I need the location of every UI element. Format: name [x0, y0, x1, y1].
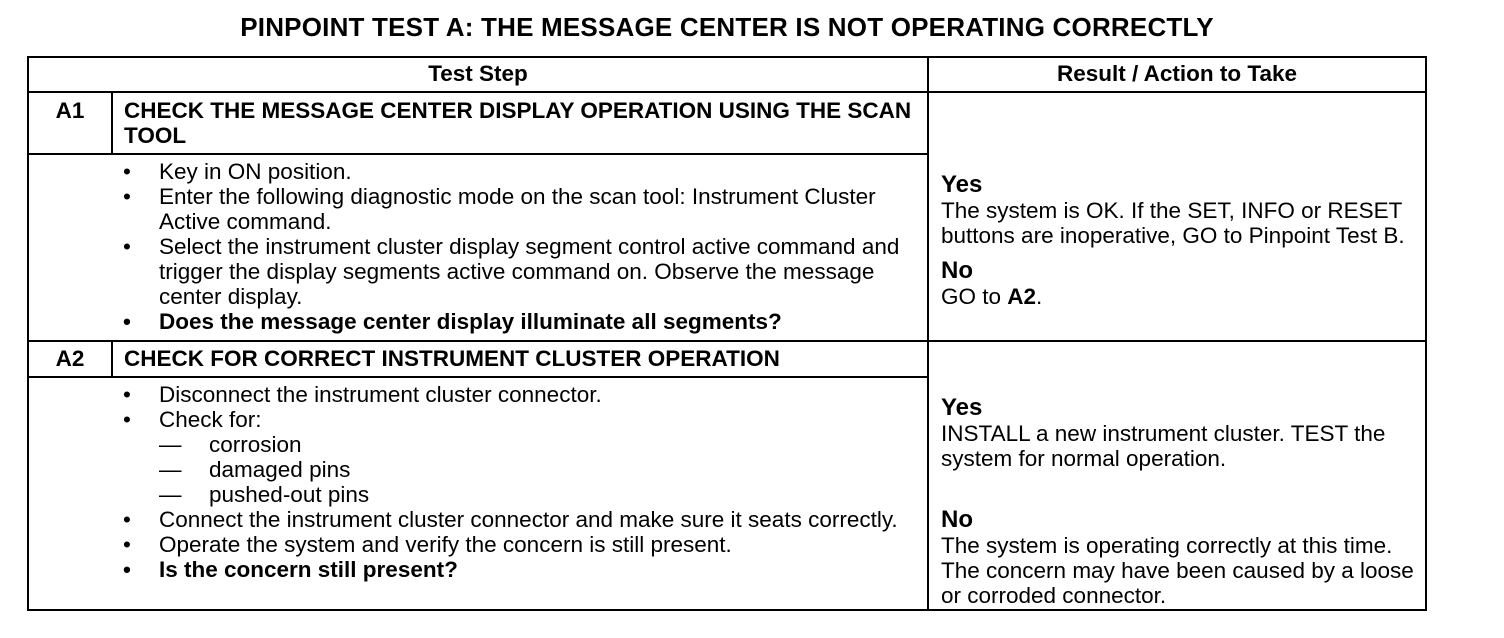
- header-test-step: Test Step: [428, 61, 528, 86]
- col-divider-result: [927, 58, 929, 609]
- col-divider-step-id-a2: [111, 342, 113, 377]
- list-item-dash: — corrosion: [159, 432, 923, 457]
- step-body-a2: [123, 382, 923, 582]
- result-yes-label: Yes: [941, 171, 983, 198]
- row-divider-a2-heading: [29, 376, 927, 378]
- result-yes-text: INSTALL a new instrument cluster. TEST the system for normal operation.: [941, 421, 1386, 471]
- pinpoint-test-table: [27, 56, 1427, 611]
- result-yes-label: Yes: [941, 394, 983, 421]
- step-id-a2: A2: [55, 346, 85, 371]
- col-divider-step-id-a1: [111, 93, 113, 154]
- page-title: PINPOINT TEST A: THE MESSAGE CENTER IS NOT OPERATING CORRECTLY: [240, 12, 1214, 42]
- step-id-a1: A1: [55, 98, 85, 123]
- step-heading-a2: CHECK FOR CORRECT INSTRUMENT CLUSTER OPERATION: [124, 346, 780, 371]
- list-item: • Disconnect the instrument cluster connector.: [123, 382, 923, 407]
- list-item-question: • Does the message center display illuminate all segments?: [123, 309, 923, 334]
- list-item-dash: — damaged pins: [159, 457, 923, 482]
- list-item-question: • Is the concern still present?: [123, 557, 923, 582]
- list-item: • Operate the system and verify the concern is still present.: [123, 532, 923, 557]
- result-a1: [941, 172, 1417, 309]
- list-item: • Connect the instrument cluster connector and make sure it seats correctly.: [123, 507, 923, 532]
- result-no-label: No: [941, 506, 973, 533]
- row-divider-a2: [29, 340, 1425, 342]
- list-item-dash: — pushed-out pins: [159, 482, 923, 507]
- result-no-text: GO to A2.: [941, 284, 1043, 309]
- header-result: Result / Action to Take: [1056, 61, 1298, 86]
- step-body-a1: [123, 159, 923, 334]
- list-item: • Check for: — corrosion — damaged pins — pushed-out pins: [123, 407, 923, 507]
- list-item: • Enter the following diagnostic mode on the scan tool: Instrument Cluster Active command.: [123, 184, 923, 234]
- row-divider-header: [29, 91, 1425, 93]
- result-no-text: The system is operating correctly at this time. The concern may have been caused by a loose or corroded connector.: [941, 533, 1414, 608]
- result-no-label: No: [941, 257, 973, 284]
- list-item: • Select the instrument cluster display segment control active command and trigger the display segments active command on. Observe the message center display.: [123, 234, 923, 309]
- row-divider-a1-heading: [29, 153, 927, 155]
- result-yes-text: The system is OK. If the SET, INFO or RESET buttons are inoperative, GO to Pinpoint Test B.: [941, 198, 1405, 248]
- list-item: • Key in ON position.: [123, 159, 923, 184]
- step-heading-a1: CHECK THE MESSAGE CENTER DISPLAY OPERATION USING THE SCAN TOOL: [124, 98, 912, 148]
- result-a2: [941, 395, 1417, 608]
